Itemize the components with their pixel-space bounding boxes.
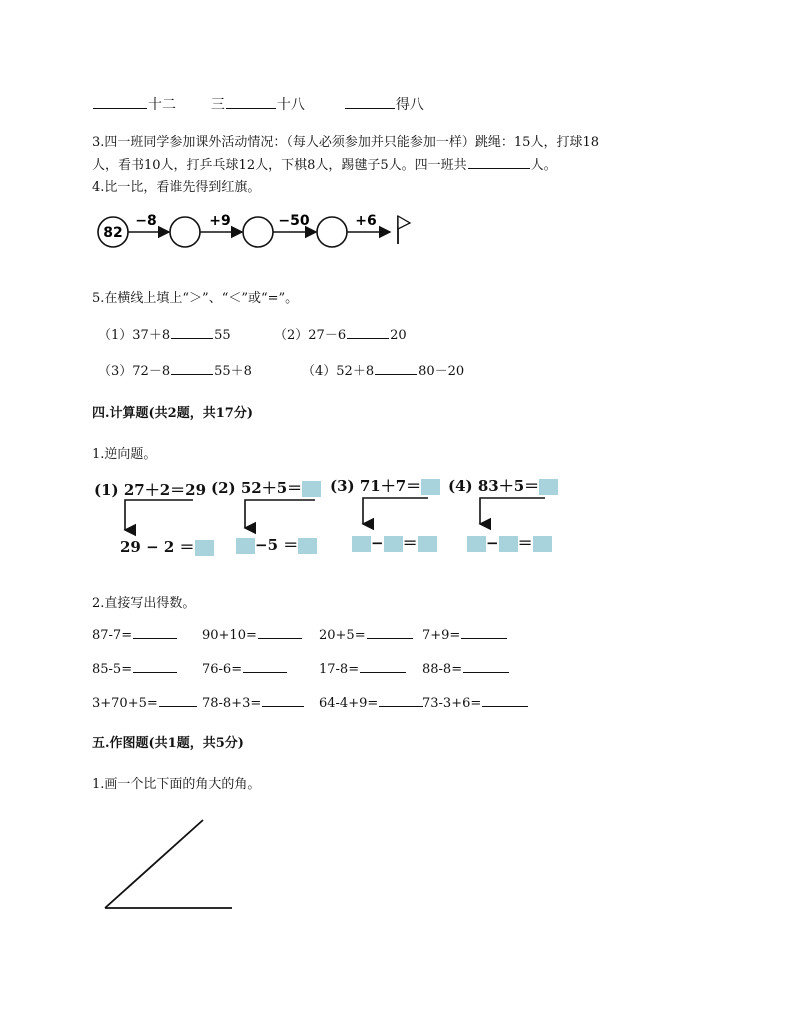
answer-blank[interactable] [171, 326, 213, 339]
q3-line-1: 3.四一班同学参加课外活动情况：（每人必须参加并只能参加一样）跳绳：15人，打球18 [92, 135, 599, 150]
reverse-sub-4 [467, 532, 552, 553]
op-2: +9 [209, 213, 231, 229]
calc-item: 20+5= [319, 628, 366, 643]
answer-blank[interactable] [226, 96, 276, 109]
start-number: 82 [103, 225, 123, 241]
minus-sign: − [371, 534, 384, 552]
calc-item: 90+10= [202, 628, 257, 643]
calc-row-3 [92, 694, 529, 711]
answer-box[interactable] [499, 536, 518, 552]
answer-box[interactable] [418, 536, 437, 552]
section-4-title: 四.计算题(共2题，共17分) [92, 406, 253, 421]
reverse-eq-1: (1) 27＋2＝29 [94, 481, 207, 499]
flag-race-diagram [88, 206, 428, 256]
answer-blank[interactable] [258, 626, 302, 639]
reverse-sub-1 [120, 536, 214, 557]
answer-blank[interactable] [345, 96, 395, 109]
compare-right: 80－20 [418, 364, 465, 379]
calc-item: 17-8= [319, 662, 360, 677]
flag-icon [398, 216, 410, 244]
reverse-arrow-2 [245, 500, 315, 528]
answer-box[interactable] [236, 538, 255, 554]
compare-left: （2）27－6 [274, 328, 347, 343]
answer-blank[interactable] [461, 626, 507, 639]
answer-blank[interactable] [360, 660, 406, 673]
fill-text-a: 十二 [148, 97, 176, 113]
section-5-title: 五.作图题(共1题，共5分) [92, 736, 244, 751]
draw-title: 1.画一个比下面的角大的角。 [92, 777, 261, 792]
calc-item: 88-8= [422, 662, 463, 677]
calc-item: 7+9= [422, 628, 461, 643]
compare-right: 20 [390, 328, 407, 343]
calc1-title: 1.逆向题。 [92, 447, 157, 462]
q4-title: 4.比一比，看谁先得到红旗。 [92, 180, 261, 195]
angle-ray-upper [105, 820, 203, 908]
answer-circle[interactable] [317, 217, 347, 247]
equals-sign: ＝ [517, 534, 533, 552]
compare-right: 55＋8 [214, 364, 252, 379]
reverse-eq-4-text: (4) 83＋5＝ [448, 477, 540, 495]
calc-item: 64-4+9= [319, 696, 379, 711]
calc-item: 3+70+5= [92, 696, 158, 711]
answer-blank[interactable] [262, 694, 304, 707]
calc2-title: 2.直接写出得数。 [92, 596, 196, 611]
answer-blank[interactable] [133, 626, 177, 639]
answer-blank[interactable] [347, 326, 389, 339]
answer-circle[interactable] [243, 217, 273, 247]
op-1: −8 [135, 213, 157, 229]
reverse-arrow-3 [363, 498, 428, 524]
answer-box[interactable] [467, 536, 486, 552]
calc-item: 73-3+6= [422, 696, 482, 711]
answer-blank[interactable] [243, 660, 287, 673]
answer-blank[interactable] [463, 660, 509, 673]
answer-blank[interactable] [171, 362, 213, 375]
answer-blank[interactable] [133, 660, 177, 673]
compare-item [98, 324, 231, 343]
calc-item: 76-6= [202, 662, 243, 677]
fill-text-b: 三 [210, 97, 225, 113]
reverse-arrow-4 [480, 498, 545, 524]
reverse-eq-2-text: (2) 52＋5＝ [211, 479, 303, 497]
reverse-arrow-1 [125, 500, 193, 530]
answer-circle[interactable] [170, 217, 200, 247]
reverse-sub-3 [352, 532, 437, 553]
calc-row-1 [92, 626, 508, 643]
reverse-sub-1-text: 29 − 2 ＝ [120, 538, 195, 556]
answer-box[interactable] [352, 536, 371, 552]
answer-blank[interactable] [375, 362, 417, 375]
fill-text-d: 得八 [395, 97, 424, 113]
answer-blank[interactable] [482, 694, 528, 707]
calc-item: 87-7= [92, 628, 133, 643]
compare-left: （1）37＋8 [98, 328, 171, 343]
answer-blank[interactable] [159, 694, 197, 707]
reverse-eq-3-text: (3) 71＋7＝ [330, 477, 422, 495]
answer-box[interactable] [533, 536, 552, 552]
q3-line-2-end: 人。 [530, 158, 557, 173]
op-3: −50 [278, 213, 310, 229]
answer-blank[interactable] [367, 626, 413, 639]
compare-item [98, 360, 252, 379]
q3-line-2 [92, 154, 557, 173]
compare-item [302, 360, 464, 379]
calc-row-2 [92, 660, 510, 677]
q3-line-2-text: 人，看书10人，打乒乓球12人，下棋8人，踢毽子5人。四一班共 [92, 158, 467, 173]
answer-box[interactable] [195, 540, 214, 556]
answer-blank[interactable] [379, 694, 423, 707]
angle-figure [100, 812, 240, 916]
answer-box[interactable] [384, 536, 403, 552]
compare-right: 55 [214, 328, 231, 343]
fill-text-c: 十八 [276, 97, 305, 113]
calc-item: 78-8+3= [202, 696, 262, 711]
reverse-sub-2-text: −5 ＝ [255, 536, 299, 554]
equals-sign: ＝ [402, 534, 418, 552]
answer-blank[interactable] [93, 96, 147, 109]
op-4: +6 [355, 213, 377, 229]
compare-left: （4）52＋8 [302, 364, 375, 379]
q5-title: 5.在横线上填上“＞”、“＜”或“=”。 [92, 291, 299, 306]
calc-item: 85-5= [92, 662, 133, 677]
answer-blank[interactable] [468, 156, 530, 169]
fill-row-1 [92, 94, 424, 114]
minus-sign: − [486, 534, 499, 552]
reverse-sub-2 [236, 534, 317, 555]
compare-left: （3）72－8 [98, 364, 171, 379]
answer-box[interactable] [298, 538, 317, 554]
compare-item [274, 324, 407, 343]
